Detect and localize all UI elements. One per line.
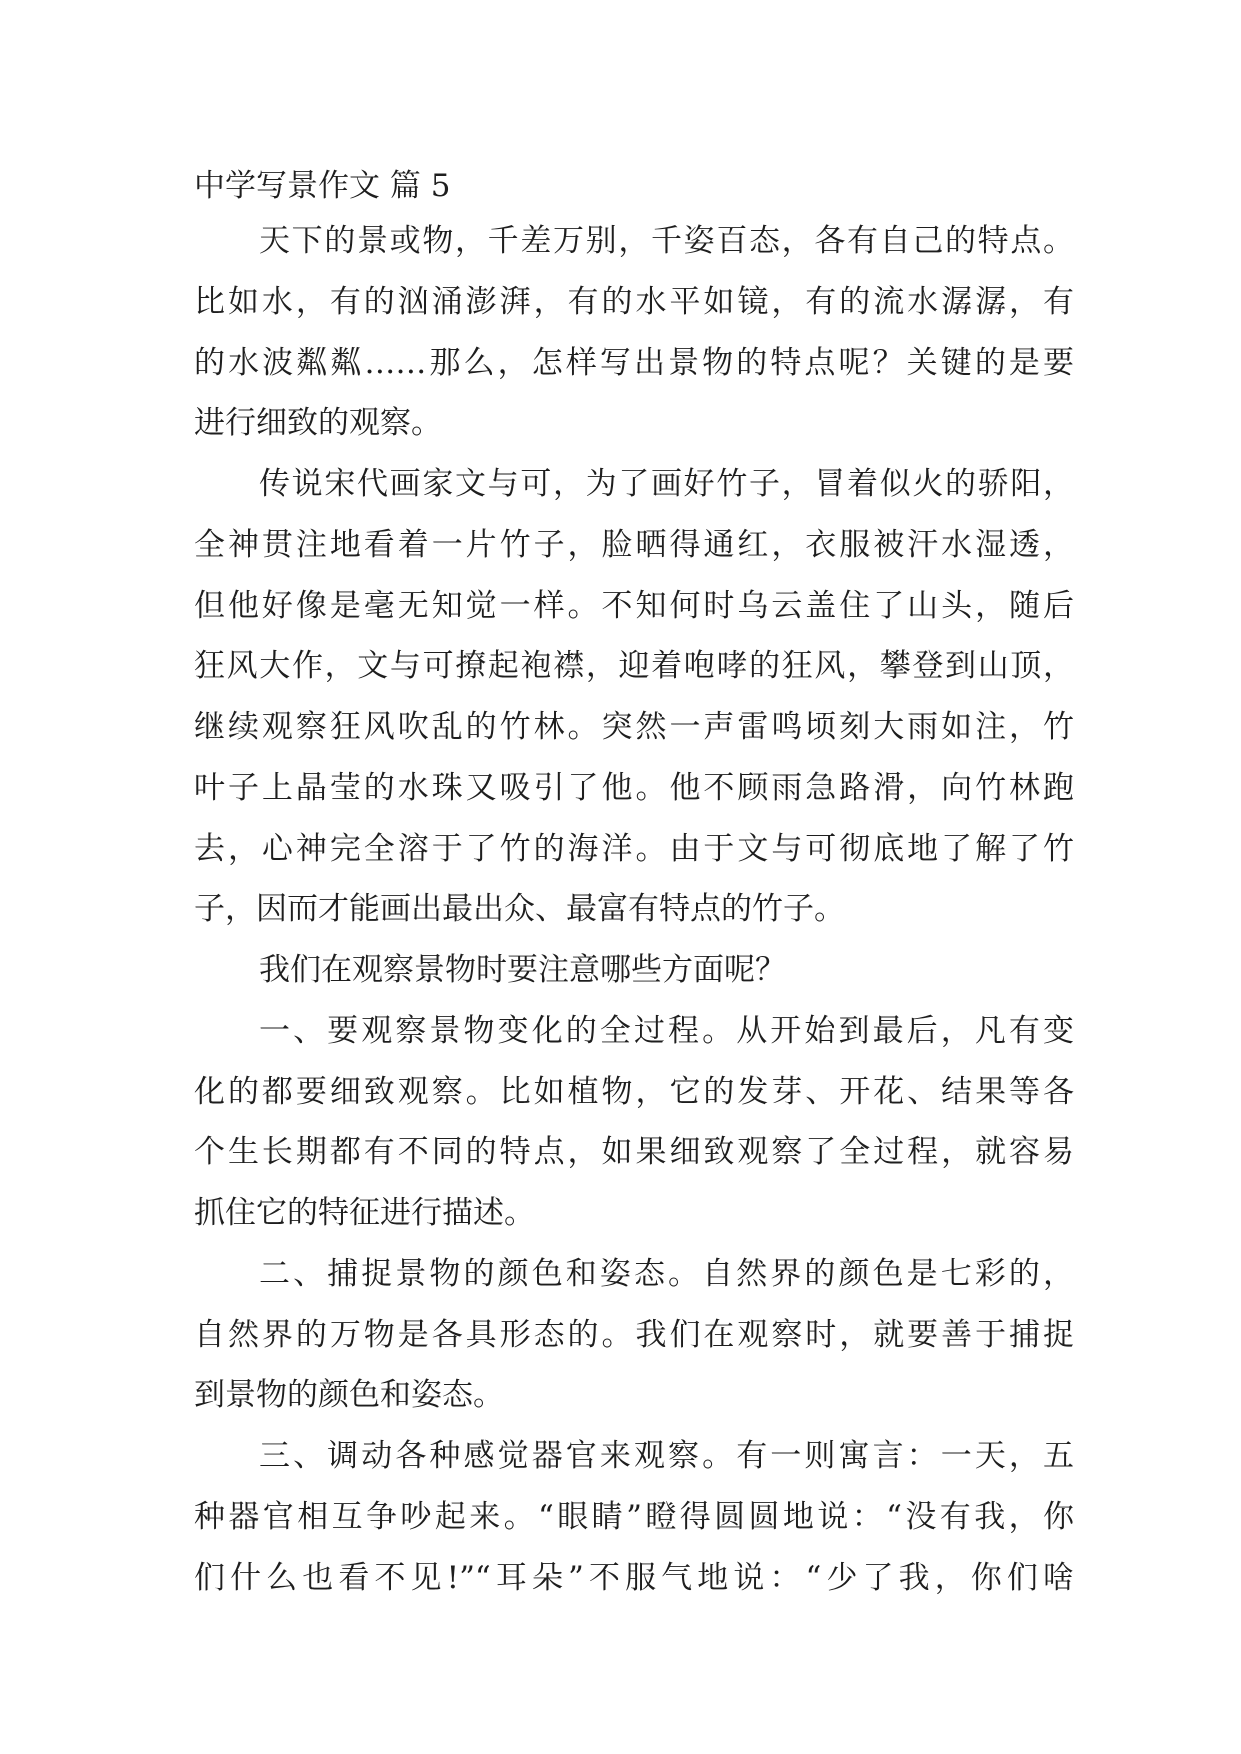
text-line: 全神贯注地看着一片竹子，脸晒得通红，衣服被汗水湿透，: [194, 526, 1074, 563]
text-line: 去，心神完全溶于了竹的海洋。由于文与可彻底地了解了竹: [194, 830, 1074, 867]
text-line: 传说宋代画家文与可，为了画好竹子，冒着似火的骄阳，: [259, 466, 1074, 502]
document-title: 中学写景作文 篇 5: [194, 168, 451, 204]
text-line: 一、要观察景物变化的全过程。从开始到最后，凡有变: [259, 1012, 1074, 1049]
text-line: 子，因而才能画出最出众、最富有特点的竹子。: [194, 891, 845, 928]
text-line: 三、调动各种感觉器官来观察。有一则寓言：一天，五: [259, 1438, 1074, 1474]
text-line: 二、捕捉景物的颜色和姿态。自然界的颜色是七彩的，: [259, 1255, 1074, 1292]
paragraph: [194, 1001, 1074, 1244]
paragraph: [194, 454, 1074, 940]
text-line: 但他好像是毫无知觉一样。不知何时乌云盖住了山头，随后: [194, 587, 1074, 624]
text-line: 比如水，有的汹涌澎湃，有的水平如镜，有的流水潺潺，有: [194, 283, 1074, 320]
paragraph: [194, 1244, 1074, 1426]
paragraph: [194, 1426, 1074, 1608]
text-line: 继续观察狂风吹乱的竹林。突然一声雷鸣顷刻大雨如注，竹: [194, 709, 1074, 745]
text-line: 个生长期都有不同的特点，如果细致观察了全过程，就容易: [194, 1134, 1074, 1171]
text-line: 叶子上晶莹的水珠又吸引了他。他不顾雨急路滑，向竹林跑: [194, 769, 1074, 806]
text-line: 的水波粼粼……那么，怎样写出景物的特点呢？关键的是要: [194, 344, 1074, 381]
text-line: 们什么也看不见!”“耳朵”不服气地说：“少了我，你们啥: [194, 1559, 1074, 1596]
text-line: 狂风大作，文与可撩起袍襟，迎着咆哮的狂风，攀登到山顶，: [194, 648, 1074, 685]
paragraph: [194, 940, 1074, 1001]
paragraph: [194, 211, 1074, 454]
text-line: 自然界的万物是各具形态的。我们在观察时，就要善于捕捉: [194, 1316, 1074, 1353]
text-line: 种器官相互争吵起来。“眼睛”瞪得圆圆地说：“没有我，你: [194, 1498, 1074, 1535]
text-line: 到景物的颜色和姿态。: [194, 1377, 504, 1414]
text-line: 抓住它的特征进行描述。: [194, 1195, 535, 1231]
text-line: 我们在观察景物时要注意哪些方面呢？: [259, 952, 786, 988]
text-line: 进行细致的观察。: [194, 405, 442, 442]
text-line: 天下的景或物，千差万别，千姿百态，各有自己的特点。: [259, 223, 1074, 259]
document-body: [194, 211, 1074, 1608]
text-line: 化的都要细致观察。比如植物，它的发芽、开花、结果等各: [194, 1073, 1074, 1110]
